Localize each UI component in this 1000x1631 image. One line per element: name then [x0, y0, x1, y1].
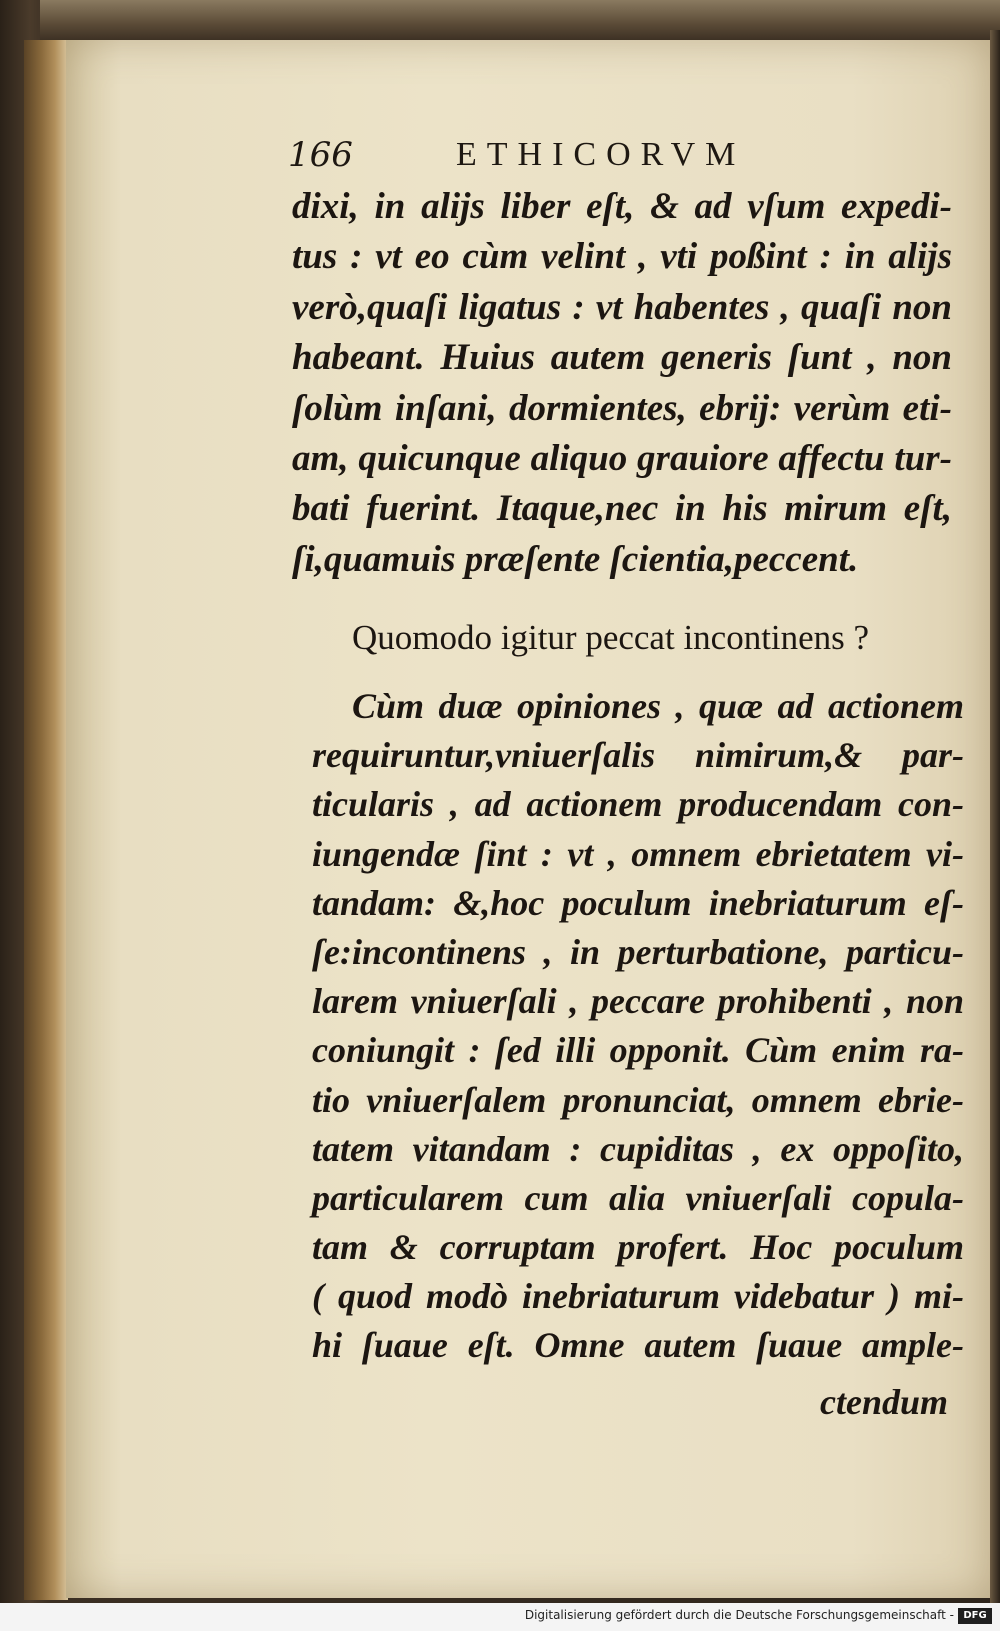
text-line: tus : vt eo cùm velint , vti poßint : in alijs — [292, 236, 952, 278]
text-line: ſi,quamuis præſente ſcientia,peccent. — [292, 538, 859, 580]
text-line: verò,quaſi ligatus : vt habentes , quaſi non — [292, 286, 952, 328]
running-head-title: ETHICORVM — [456, 136, 746, 173]
text-line: ſolùm inſani, dormientes, ebrij: verùm eti- — [292, 387, 952, 429]
text-line: coniungit : ſed illi opponit. Cùm enim ra- — [312, 1030, 964, 1071]
text-line: tatem vitandam : cupiditas , ex oppoſito, — [312, 1128, 964, 1169]
text-line: requiruntur,vniuerſalis nimirum,& par- — [312, 735, 964, 776]
book-spine-edge — [24, 40, 68, 1600]
text-line: tio vniuerſalem pronunciat, omnem ebrie- — [312, 1079, 964, 1120]
digitization-footer — [0, 1603, 1000, 1631]
text-line: hi ſuaue eſt. Omne autem ſuaue ample- — [312, 1325, 964, 1366]
text-line: am, quicunque aliquo grauiore affectu tur- — [292, 437, 952, 479]
text-line: ticularis , ad actionem producendam con- — [312, 784, 964, 825]
page-right-edge — [990, 30, 1000, 1605]
text-line: Cùm duæ opiniones , quæ ad actionem — [352, 686, 964, 726]
page-top-edge — [40, 0, 1000, 40]
text-line: habeant. Huius autem generis ſunt , non — [292, 337, 952, 379]
text-line: larem vniuerſali , peccare prohibenti , non — [312, 981, 964, 1022]
section-question-heading: Quomodo igitur peccat incontinens ? — [352, 618, 870, 657]
dfg-logo: DFG — [958, 1608, 992, 1624]
text-line: tam & corruptam profert. Hoc poculum — [312, 1227, 964, 1268]
funding-credit: Digitalisierung gefördert durch die Deutsche Forschungsgemeinschaft - — [524, 1608, 954, 1622]
page-number: 166 — [288, 135, 353, 175]
text-line: dixi, in alijs liber eſt, & ad vſum expedi- — [292, 186, 952, 227]
paragraph-1 — [292, 182, 952, 585]
text-line: iungendæ ſint : vt , omnem ebrietatem vi- — [312, 833, 964, 874]
paragraph-2 — [312, 682, 964, 1371]
text-line: tandam: &,hoc poculum inebriaturum eſ- — [312, 882, 964, 923]
catchword: ctendum — [820, 1382, 949, 1422]
text-line: bati fuerint. Itaque,nec in his mirum eſt, — [292, 488, 952, 530]
running-head — [288, 132, 848, 178]
text-line: ( quod modò inebriaturum videbatur ) mi- — [312, 1276, 964, 1317]
text-line: particularem cum alia vniuerſali copula- — [312, 1177, 964, 1218]
text-line: ſe:incontinens , in perturbatione, particu- — [312, 931, 964, 972]
